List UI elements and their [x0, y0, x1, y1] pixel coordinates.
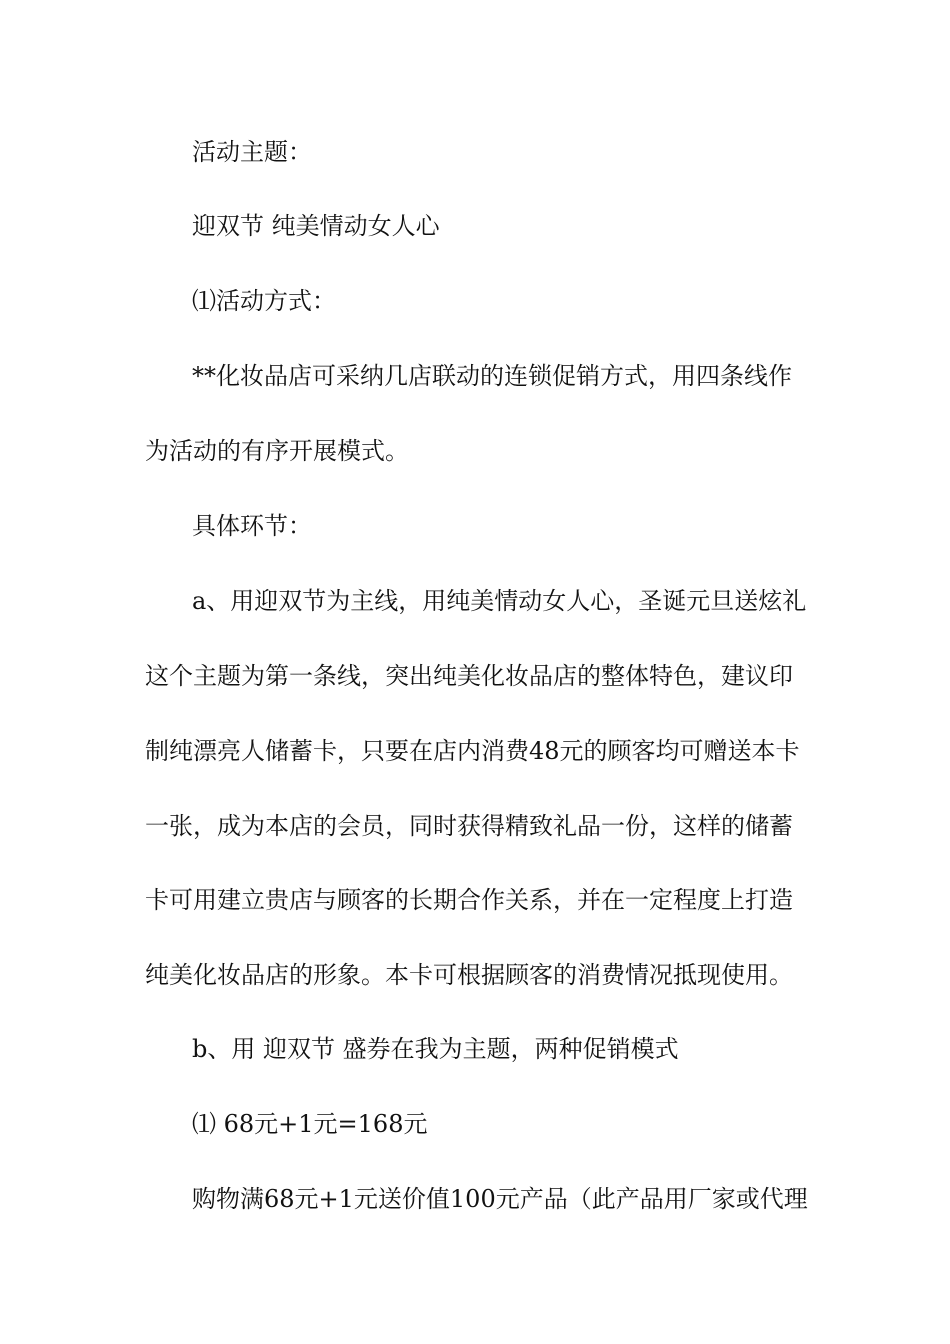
paragraph-line: 购物满68元+1元送价值100元产品（此产品用厂家或代理 — [192, 1185, 808, 1213]
heading-activity-method: ⑴活动方式： — [192, 287, 336, 315]
paragraph-line: 纯美化妆品店的形象。本卡可根据顾客的消费情况抵现使用。 — [145, 961, 793, 989]
paragraph-line: 为活动的有序开展模式。 — [145, 437, 409, 465]
paragraph-line: 卡可用建立贵店与顾客的长期合作关系，并在一定程度上打造 — [145, 886, 793, 914]
heading-activity-theme: 活动主题： — [192, 138, 312, 166]
heading-details: 具体环节： — [192, 512, 312, 540]
theme-title: 迎双节 纯美情动女人心 — [192, 212, 440, 240]
paragraph-line: a、用迎双节为主线，用纯美情动女人心，圣诞元旦送炫礼 — [192, 587, 807, 615]
paragraph-line: b、用 迎双节 盛券在我为主题，两种促销模式 — [192, 1035, 679, 1063]
paragraph-line: 一张，成为本店的会员，同时获得精致礼品一份，这样的储蓄 — [145, 812, 793, 840]
paragraph-line: ⑴ 68元+1元=168元 — [192, 1110, 428, 1138]
paragraph-line: **化妆品店可采纳几店联动的连锁促销方式，用四条线作 — [192, 362, 792, 390]
paragraph-line: 制纯漂亮人储蓄卡，只要在店内消费48元的顾客均可赠送本卡 — [145, 737, 800, 765]
paragraph-line: 这个主题为第一条线，突出纯美化妆品店的整体特色，建议印 — [145, 662, 793, 690]
